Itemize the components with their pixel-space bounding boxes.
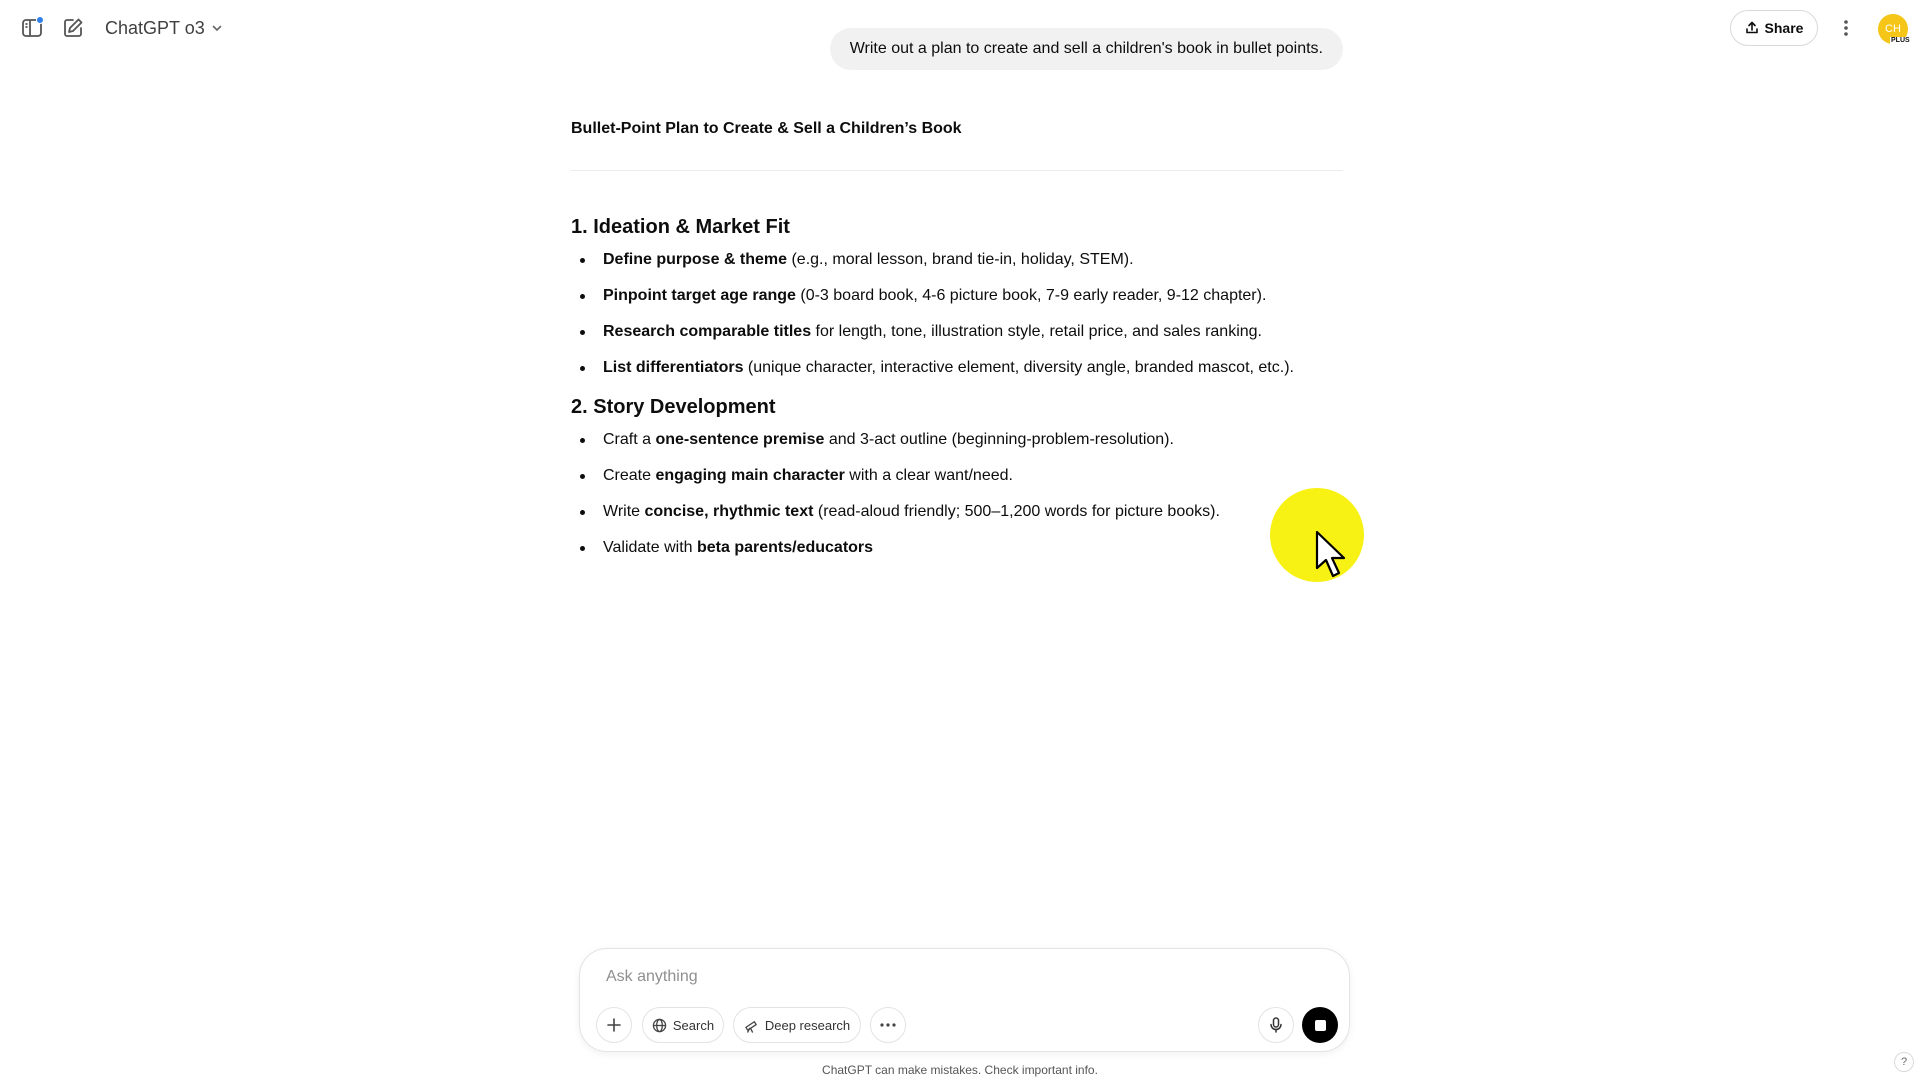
mouse-cursor-icon bbox=[1314, 530, 1348, 580]
plan-badge: PLUS bbox=[1891, 37, 1910, 44]
list-item: Research comparable titles for length, tone, illustration style, retail price, and sales ranking. bbox=[571, 321, 1343, 343]
chevron-down-icon bbox=[211, 22, 223, 34]
tools-button[interactable] bbox=[870, 1007, 906, 1043]
share-label: Share bbox=[1764, 20, 1804, 36]
attach-button[interactable] bbox=[596, 1007, 632, 1043]
list-item: Write concise, rhythmic text (read-aloud friendly; 500–1,200 words for picture books). bbox=[571, 501, 1343, 523]
kebab-icon bbox=[1843, 18, 1849, 38]
globe-icon bbox=[652, 1018, 667, 1033]
prompt-input[interactable] bbox=[606, 965, 1306, 989]
bullet-list bbox=[571, 429, 1343, 559]
search-button[interactable] bbox=[642, 1007, 724, 1043]
share-button[interactable] bbox=[1730, 10, 1818, 46]
avatar-initials: CH bbox=[1885, 23, 1901, 35]
deep-research-button[interactable] bbox=[733, 1007, 861, 1043]
edit-icon bbox=[62, 17, 84, 39]
ellipsis-icon bbox=[880, 1023, 896, 1027]
section-heading: 1. Ideation & Market Fit bbox=[571, 216, 790, 238]
list-item: Validate with beta parents/educators bbox=[571, 537, 1343, 559]
bullet-list bbox=[571, 249, 1343, 379]
list-item: Craft a one-sentence premise and 3-act outline (beginning-problem-resolution). bbox=[571, 429, 1343, 451]
list-item: Define purpose & theme (e.g., moral lesson, brand tie-in, holiday, STEM). bbox=[571, 249, 1343, 271]
model-label: ChatGPT o3 bbox=[105, 17, 205, 38]
plus-icon bbox=[606, 1017, 622, 1033]
new-chat-button[interactable] bbox=[60, 15, 86, 41]
model-selector[interactable] bbox=[97, 14, 231, 42]
upload-icon bbox=[1745, 21, 1759, 35]
message-composer bbox=[579, 948, 1350, 1052]
divider bbox=[571, 170, 1343, 171]
deep-research-label: Deep research bbox=[764, 1017, 851, 1033]
help-label: ? bbox=[1900, 1056, 1908, 1068]
section-heading: 2. Story Development bbox=[571, 396, 776, 418]
notification-dot bbox=[36, 16, 44, 24]
user-message-bubble bbox=[830, 28, 1343, 70]
stop-icon bbox=[1315, 1020, 1326, 1031]
list-item: List differentiators (unique character, interactive element, diversity angle, branded mascot, etc.). bbox=[571, 357, 1343, 379]
sidebar-toggle-button[interactable] bbox=[19, 15, 45, 41]
assistant-response bbox=[571, 118, 1343, 573]
search-label: Search bbox=[672, 1017, 715, 1033]
dictate-button[interactable] bbox=[1258, 1007, 1294, 1043]
help-button[interactable] bbox=[1894, 1052, 1914, 1072]
stop-generating-button[interactable] bbox=[1302, 1007, 1338, 1043]
more-options-button[interactable] bbox=[1832, 14, 1860, 42]
user-message-text: Write out a plan to create and sell a children's book in bullet points. bbox=[849, 40, 1323, 57]
list-item: Pinpoint target age range (0-3 board book, 4-6 picture book, 7-9 early reader, 9-12 chapter). bbox=[571, 285, 1343, 307]
telescope-icon bbox=[744, 1018, 759, 1033]
disclaimer-text: ChatGPT can make mistakes. Check important info. bbox=[822, 1063, 1098, 1077]
response-title: Bullet-Point Plan to Create & Sell a Children’s Book bbox=[571, 120, 962, 137]
list-item: Create engaging main character with a clear want/need. bbox=[571, 465, 1343, 487]
microphone-icon bbox=[1269, 1017, 1283, 1033]
